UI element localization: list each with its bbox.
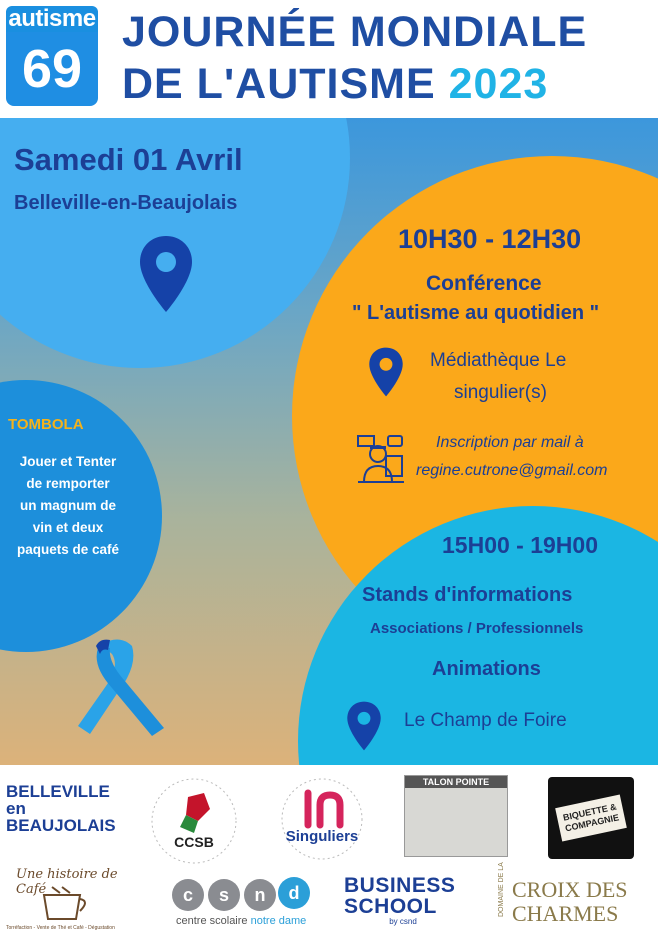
stands-subtitle: Associations / Professionnels — [370, 620, 584, 637]
conference-title: Conférence — [426, 272, 542, 295]
croix-domaine: DOMAINE DE LA — [498, 862, 505, 917]
histoire-title: Une histoire de Café — [16, 867, 118, 897]
belleville-line-2: en — [6, 799, 26, 818]
bs-line-1: BUSINESS — [344, 874, 456, 897]
bs-line-2: SCHOOL — [344, 895, 437, 918]
tombola-line: vin et deux — [32, 520, 104, 535]
page-title — [122, 6, 587, 110]
tombola-line: paquets de café — [16, 542, 120, 557]
ccsb-text: CCSB — [174, 834, 214, 850]
csnd-logo — [168, 869, 310, 929]
tombola-line: Jouer et Tenter — [19, 454, 117, 469]
csnd-letters — [168, 869, 310, 913]
ccsb-logo — [148, 775, 240, 867]
location-pin-icon — [368, 346, 404, 398]
tombola-line: de remporter — [26, 476, 110, 491]
singuliers-logo — [278, 775, 366, 867]
stands-title: Stands d'informations — [362, 584, 573, 606]
biquette-text: BIQUETTE & COMPAGNIE — [555, 795, 627, 842]
histoire-de-cafe-logo — [6, 867, 126, 931]
location-pin-icon — [138, 234, 194, 314]
bs-by: by csnd — [389, 917, 417, 926]
talon-pointe-photo — [404, 775, 508, 857]
location-pin-icon — [346, 700, 382, 752]
morning-time: 10H30 - 12H30 — [398, 224, 582, 254]
title-line-2 — [122, 58, 587, 110]
croix-des-charmes-logo — [498, 862, 656, 927]
awareness-ribbon-icon — [72, 636, 172, 746]
svg-text:d: d — [288, 883, 300, 903]
morning-place-line-2: singulier(s) — [454, 382, 547, 403]
logo-number: 69 — [6, 32, 98, 106]
tombola-line: un magnum de — [19, 498, 116, 513]
title-year: 2023 — [448, 60, 549, 108]
title-line-2-text: DE L'AUTISME — [122, 60, 436, 108]
coffee-cup-icon — [36, 885, 96, 923]
svg-text:n: n — [254, 885, 266, 905]
logo-top-text: autisme — [6, 6, 98, 32]
croix-line-1: CROIX DES — [512, 877, 628, 902]
morning-place-line-1: Médiathèque Le — [430, 350, 567, 371]
biquette-logo — [548, 777, 634, 859]
sponsor-logos — [0, 765, 658, 935]
afternoon-time: 15H00 - 19H00 — [442, 532, 598, 558]
csnd-sub-b: notre dame — [250, 915, 307, 927]
conference-subtitle: " L'autisme au quotidien " — [352, 302, 600, 324]
belleville-logo — [6, 783, 122, 834]
afternoon-place: Le Champ de Foire — [404, 710, 567, 731]
poster-body — [0, 118, 658, 765]
talon-pointe-sign: TALON POINTE — [405, 776, 507, 788]
belleville-line-3: BEAUJOLAIS — [6, 816, 116, 835]
header — [0, 0, 658, 118]
singuliers-text: Singuliers — [285, 828, 359, 845]
teacher-computer-icon — [356, 432, 406, 484]
csnd-sub-a: centre scolaire — [176, 915, 248, 927]
autisme-69-logo — [6, 6, 98, 106]
svg-text:c: c — [182, 885, 194, 905]
title-line-1: JOURNÉE MONDIALE — [122, 8, 588, 56]
tombola-title: TOMBOLA — [8, 416, 84, 433]
registration-text: Inscription par mail à — [436, 434, 584, 451]
belleville-line-1: BELLEVILLE — [6, 782, 110, 801]
event-date: Samedi 01 Avril — [14, 142, 243, 177]
animations-title: Animations — [432, 658, 541, 680]
event-town: Belleville-en-Beaujolais — [14, 192, 238, 214]
csnd-subtitle — [176, 915, 306, 927]
business-school-logo — [344, 875, 462, 935]
croix-line-2: CHARMES — [512, 901, 619, 926]
histoire-subtitle: Torréfaction - Vente de Thé et Café - Dégustation — [6, 925, 115, 931]
registration-email[interactable]: regine.cutrone@gmail.com — [416, 462, 608, 479]
svg-text:s: s — [218, 885, 230, 905]
